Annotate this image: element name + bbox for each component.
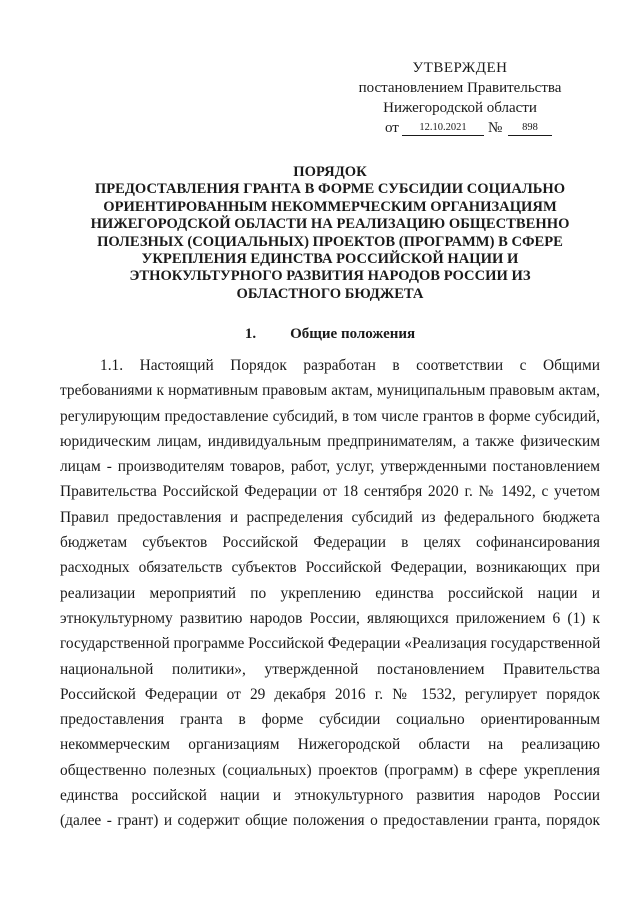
heading-line: ПРЕДОСТАВЛЕНИЯ ГРАНТА В ФОРМЕ СУБСИДИИ СОЦИАЛЬНО <box>94 181 566 198</box>
paragraph-line: бюджетам субъектов Российской Федерации в целях софинансирования <box>60 534 600 552</box>
document-heading <box>60 164 600 303</box>
paragraph-line: расходных обязательств субъектов Российской Федерации, возникающих при <box>60 559 600 577</box>
approval-number: 898 <box>508 121 552 136</box>
paragraph-line: национальной политики», утвержденной постановлением Правительства <box>60 660 600 678</box>
paragraph-line: (далее - грант) и содержит общие положения о предоставлении гранта, порядок <box>60 812 600 830</box>
approval-line-2: Нижегородской области <box>383 100 537 116</box>
paragraph-line: некоммерческим организациям Нижегородской области на реализацию <box>60 736 600 754</box>
approval-line-1: постановлением Правительства <box>358 80 562 96</box>
paragraph-1-1 <box>60 353 600 834</box>
heading-line: УКРЕПЛЕНИЯ ЕДИНСТВА РОССИЙСКОЙ НАЦИИ И <box>141 251 519 268</box>
approval-date: 12.10.2021 <box>402 121 484 136</box>
paragraph-line: государственной программе Российской Федерации «Реализация государственной <box>60 635 600 653</box>
paragraph-line: Российской Федерации от 29 декабря 2016 г. № 1532, регулирует порядок <box>60 685 600 703</box>
paragraph-line: Правил предоставления и распределения субсидий из федерального бюджета <box>60 508 600 526</box>
heading-line: ОБЛАСТНОГО БЮДЖЕТА <box>236 285 424 302</box>
paragraph-line: юридическим лицам, индивидуальным предпринимателям, а также физическим <box>60 432 600 450</box>
paragraph-line: требованиями к нормативным правовым актам, муниципальным правовым актам, <box>60 382 600 400</box>
heading-line: ОРИЕНТИРОВАННЫМ НЕКОММЕРЧЕСКИМ ОРГАНИЗАЦИЯМ <box>103 198 557 215</box>
heading-line: ЭТНОКУЛЬТУРНОГО РАЗВИТИЯ НАРОДОВ РОССИИ ИЗ <box>129 268 531 285</box>
section-number: 1. <box>244 326 257 342</box>
paragraph-line: лицам - производителям товаров, работ, услуг, утвержденными постановлением <box>60 458 600 476</box>
approval-title: УТВЕРЖДЕН <box>412 60 508 76</box>
number-sign: № <box>488 120 503 136</box>
heading-line: НИЖЕГОРОДСКОЙ ОБЛАСТИ НА РЕАЛИЗАЦИЮ ОБЩЕСТВЕННО <box>90 216 570 233</box>
approval-stamp <box>340 58 580 140</box>
paragraph-line: 1.1. Настоящий Порядок разработан в соответствии с Общими <box>100 357 600 374</box>
date-prefix: от <box>385 120 399 136</box>
heading-line: ПОРЯДОК <box>293 164 367 180</box>
paragraph-line: регулирующим предоставление субсидий, в том числе грантов в форме субсидий, <box>60 407 600 425</box>
section-heading <box>60 324 600 344</box>
heading-line: ПОЛЕЗНЫХ (СОЦИАЛЬНЫХ) ПРОЕКТОВ (ПРОГРАММ) В СФЕРЕ <box>97 233 563 250</box>
paragraph-line: предоставления гранта в форме субсидии социально ориентированным <box>60 711 600 729</box>
section-title: Общие положения <box>290 326 416 342</box>
paragraph-line: Правительства Российской Федерации от 18 сентября 2020 г. № 1492, с учетом <box>60 483 600 501</box>
paragraph-line: общественно полезных (социальных) проектов (программ) в сфере укрепления <box>60 761 600 779</box>
paragraph-line: этнокультурному развитию народов России, являющихся приложением 6 (1) к <box>60 609 600 627</box>
paragraph-line: единства российской нации и этнокультурного развития народов России <box>60 787 600 805</box>
approval-date-line <box>340 118 580 140</box>
paragraph-line: реализации мероприятий по укреплению единства российской нации и <box>60 584 600 602</box>
